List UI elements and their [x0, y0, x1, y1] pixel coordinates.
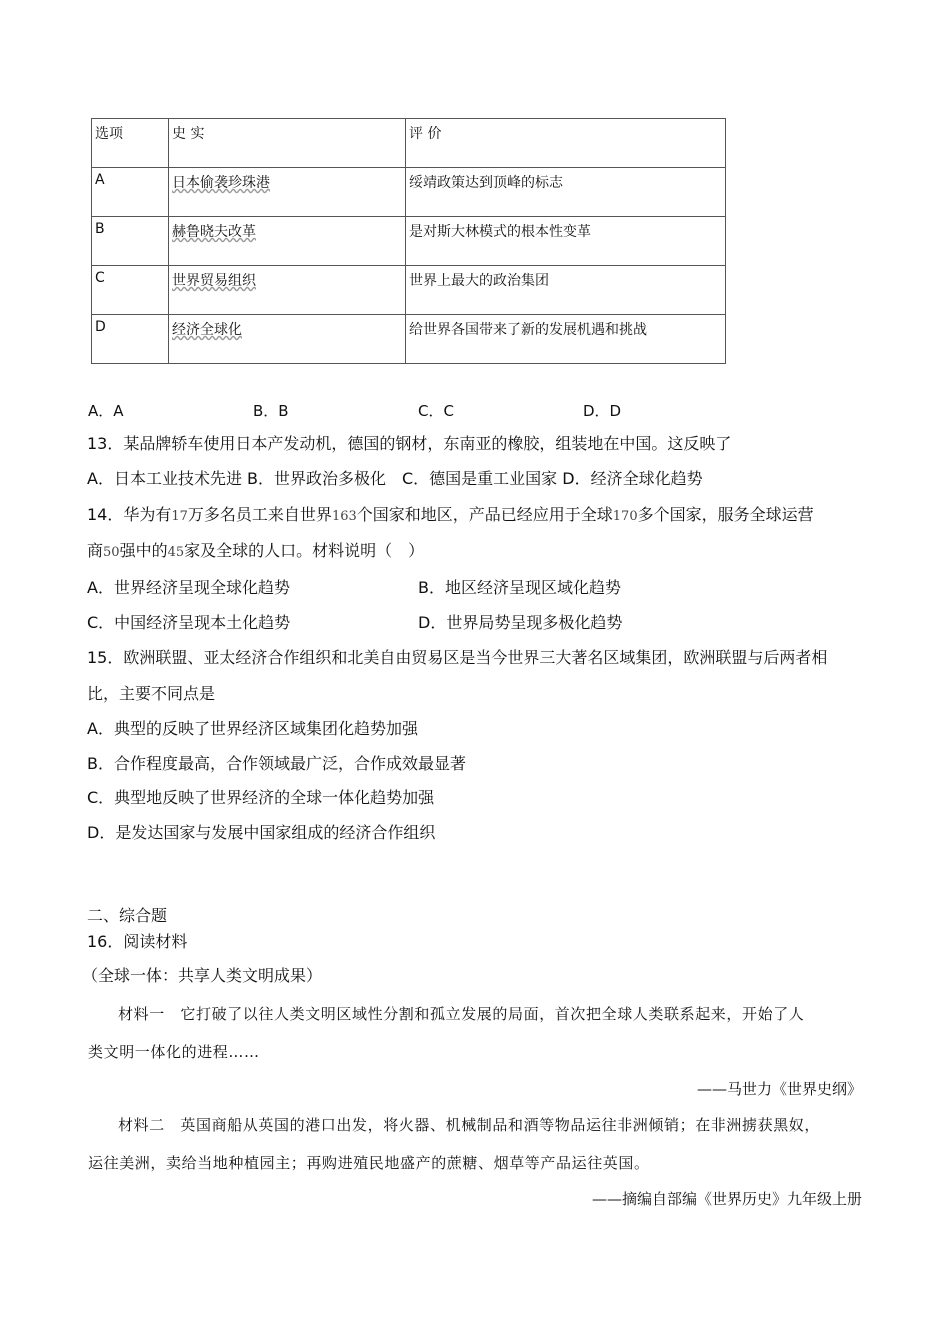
table-row — [92, 168, 726, 217]
q12-option-b: B．B — [253, 402, 289, 420]
table-row — [92, 315, 726, 364]
material-1-line2: 类文明一体化的进程…… — [88, 1043, 260, 1061]
material-2-source: ——摘编自部编《世界历史》九年级上册 — [591, 1190, 862, 1208]
q14-stem-line2: 商50强中的45家及全球的人口。材料说明（ ） — [87, 541, 425, 560]
table-cell-fact: 经济全球化 — [172, 322, 242, 338]
table-cell-fact: 日本偷袭珍珠港 — [172, 175, 270, 191]
q14-option-a: A．世界经济呈现全球化趋势 — [87, 578, 290, 597]
q16-subtitle: （全球一体：共享人类文明成果） — [82, 966, 323, 985]
table-cell-fact: 世界贸易组织 — [172, 273, 256, 289]
table-header-row — [92, 119, 726, 168]
q15-option-d: D．是发达国家与发展中国家组成的经济合作组织 — [87, 823, 436, 842]
table-cell-evaluation: 绥靖政策达到顶峰的标志 — [406, 168, 726, 217]
table-header-fact: 史 实 — [169, 119, 406, 168]
table-cell-option: A — [92, 168, 169, 217]
question-12-table — [91, 118, 726, 364]
q12-option-d: D．D — [583, 402, 622, 420]
q15-option-b: B．合作程度最高，合作领域最广泛，合作成效最显著 — [87, 754, 466, 773]
q13-stem: 13．某品牌轿车使用日本产发动机，德国的钢材，东南亚的橡胶，组装地在中国。这反映了 — [87, 434, 732, 453]
table-cell-evaluation: 给世界各国带来了新的发展机遇和挑战 — [406, 315, 726, 364]
q16-title: 16．阅读材料 — [87, 932, 188, 951]
table-cell-option: C — [92, 266, 169, 315]
section-heading: 二、综合题 — [87, 906, 168, 925]
table-cell-option: D — [92, 315, 169, 364]
table-cell-evaluation: 是对斯大林模式的根本性变革 — [406, 217, 726, 266]
table-cell-fact: 赫鲁晓夫改革 — [172, 224, 256, 240]
q14-option-b: B．地区经济呈现区域化趋势 — [418, 578, 621, 597]
q13-options: A．日本工业技术先进 B．世界政治多极化 C．德国是重工业国家 D．经济全球化趋势 — [87, 469, 703, 488]
q15-stem-line1: 15．欧洲联盟、亚太经济合作组织和北美自由贸易区是当今世界三大著名区域集团，欧洲联盟与后两者相 — [87, 648, 828, 667]
q14-option-d: D．世界局势呈现多极化趋势 — [418, 613, 623, 632]
table-header-evaluation: 评 价 — [406, 119, 726, 168]
q15-option-a: A．典型的反映了世界经济区域集团化趋势加强 — [87, 719, 418, 738]
q15-option-c: C．典型地反映了世界经济的全球一体化趋势加强 — [87, 788, 435, 807]
q12-option-c: C．C — [418, 402, 454, 420]
q14-stem-line1: 14．华为有17万多名员工来自世界163个国家和地区，产品已经应用于全球170多个国家，服务全球运营 — [87, 505, 814, 524]
table-header-option: 选项 — [92, 119, 169, 168]
q12-option-a: A．A — [88, 402, 124, 420]
table-row — [92, 266, 726, 315]
q15-stem-line2: 比，主要不同点是 — [87, 684, 216, 703]
table-cell-evaluation: 世界上最大的政治集团 — [406, 266, 726, 315]
table-row — [92, 217, 726, 266]
material-2-line1: 材料二 英国商船从英国的港口出发，将火器、机械制品和酒等物品运往非洲倾销；在非洲掳获黑奴， — [118, 1116, 821, 1134]
material-1-line1: 材料一 它打破了以往人类文明区域性分割和孤立发展的局面，首次把全球人类联系起来，开始了人 — [118, 1005, 805, 1023]
q14-option-c: C．中国经济呈现本土化趋势 — [87, 613, 291, 632]
material-2-line2: 运往美洲，卖给当地种植园主；再购进殖民地盛产的蔗糖、烟草等产品运往英国。 — [88, 1154, 650, 1172]
material-1-source: ——马世力《世界史纲》 — [696, 1080, 862, 1098]
table-cell-option: B — [92, 217, 169, 266]
